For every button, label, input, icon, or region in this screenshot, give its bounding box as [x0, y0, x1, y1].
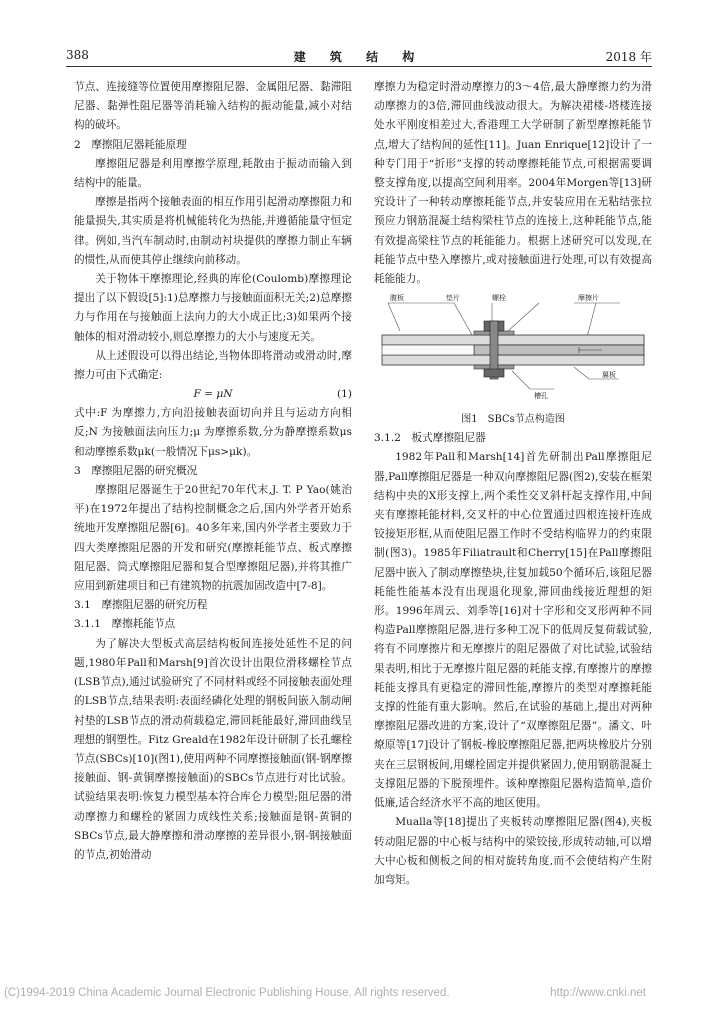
paragraph: 摩擦阻尼器是利用摩擦学原理,耗散由于振动而输入到结构中的能量。: [74, 157, 352, 190]
paragraph: 为了解决大型板式高层结构板间连接处延性不足的问题,1980年Pall和Marsh[9]首次设计出限位滑移螺栓节点(LSB节点),通过试验研究了不同材料或经不同接触表面处理的LSB节点,结果表明:表面经磷化处理的钢板间嵌入制动闸衬垫的LSB节点的滑动荷载稳定,滞回耗能最好,滞回曲线呈理想的钢塑性。Fitz Greald在1982年设计研制了长孔螺栓节点(SBCs)[10](图1),使用两种不同摩擦接触面(钢-钢摩擦接触面、钢-黄铜摩擦接触面)的SBCs节点进行对比试验。试验结果表明:恢复力模型基本符合库仑力模型;阻尼器的滑动摩擦力和螺栓的紧固力成线性关系;接触面是钢-黄铜的SBCs节点,最大静摩擦和滑动摩擦的差异很小,钢-钢接触面的节点,初始滑动: [74, 637, 352, 861]
subsubsection-heading: 3.1.2 板式摩擦阻尼器: [374, 432, 486, 445]
equation: [74, 385, 352, 404]
footer-url: http://www.cnki.net: [550, 987, 646, 999]
left-column: [74, 78, 352, 865]
paragraph: Mualla等[18]提出了夹板转动摩擦阻尼器(图4),夹板转动阻尼器的中心板与结构中的梁铰接,形成转动轴,可以增大中心板和侧板之间的相对旋转角度,而不会使结构产生附加弯矩。: [374, 816, 652, 886]
label-friction-pad: 摩擦片: [578, 294, 599, 303]
label-shim: 垫片: [446, 294, 460, 303]
section-heading: 2 摩擦阻尼器耗能原理: [74, 138, 187, 151]
figure-1: [374, 291, 652, 409]
paragraph: 摩擦是指两个接触表面的相互作用引起滑动摩擦阻力和能量损失,其实质是将机械能转化为热能,并遵循能量守恒定律。例如,当汽车制动时,由制动衬块提供的摩擦力制止车辆的惯性,从而使其停止继续向前移动。: [74, 196, 352, 266]
figure-caption: 图1 SBCs节点构造图: [461, 414, 565, 426]
paragraph: 关于物体干摩擦理论,经典的库伦(Coulomb)摩擦理论提出了以下假设[5]:1)总摩擦力与接触面面积无关;2)总摩擦力与作用在与接触面上法向力的大小成正比;3)如果两个接触体的相对滑动较小,则总摩擦力的大小与速度无关。: [74, 273, 352, 343]
paragraph: 节点、连接缝等位置使用摩擦阻尼器、金属阻尼器、黏滞阻尼器、黏弹性阻尼器等消耗输入结构的振动能量,减小对结构的破坏。: [74, 81, 352, 132]
subsubsection-heading: 3.1.1 摩擦耗能节点: [74, 618, 176, 631]
paragraph: 摩擦阻尼器诞生于20世纪70年代末,J. T. P Yao(姚治平)在1972年提出了结构控制概念之后,国内外学者开始系统地开发摩擦阻尼器[6]。40多年来,国内外学者主要致力于四大类摩擦阻尼器的开发和研究(摩擦耗能节点、板式摩擦阻尼器、筒式摩擦阻尼器和复合型摩擦阻尼器),并将其推广应用到新建项目和已有建筑物的抗震加固改造中[7-8]。: [74, 484, 352, 593]
label-web: 腹板: [390, 294, 404, 303]
copyright-notice: (C)1994-2019 China Academic Journal Electronic Publishing House. All rights reserved.: [4, 987, 450, 999]
equation-body: F = μN: [193, 388, 233, 401]
section-heading: 3 摩擦阻尼器的研究概况: [74, 464, 198, 477]
paragraph: 1982年Pall和Marsh[14]首先研制出Pall摩擦阻尼器,Pall摩擦阻尼器是一种双向摩擦阻尼器(图2),安装在框架结构中央的X形支撑上,两个柔性交叉斜杆起支撑作用,中间夹有摩擦耗能材料,交叉杆的中心位置通过四根连接杆连成铰接矩形框,从而使阻尼器工作时不受结构临界力的约束限制(图3)。1985年Filiatrault和Cherry[15]在Pall摩擦阻尼器中嵌入了制动摩擦垫块,往复加载50个循环后,该阻尼器耗能性能基本没有出现退化现象,滞回曲线接近理想的矩形。1996年周云、刘季等[16]对十字形和交叉形两种不同构造Pall摩擦阻尼器,进行多种工况下的低周反复荷载试验,将有不同摩擦片和无摩擦片的阻尼器做了对比试验,试验结果表明,相比于无摩擦片阻尼器的耗能支撑,有摩擦片的摩擦耗能支撑具有更稳定的滞回性能,摩擦片的类型对摩擦耗能支撑的性能有重大影响。然后,在试验的基础上,提出对两种摩擦阻尼器改进的方案,设计了“双摩擦阻尼器”。潘文、叶燎原等[17]设计了钢板-橡胶摩擦阻尼器,把两块橡胶片分别夹在三层钢板间,用螺栓固定并提供紧固力,使用钢筋混凝土支撑阻尼器的下脱预埋件。该种摩擦阻尼器构造简单,造价低廉,适合经济水平不高的地区使用。: [374, 451, 652, 810]
label-flange: 翼板: [602, 371, 616, 380]
page-header: [66, 48, 652, 67]
label-slot-hole: 槽孔: [534, 392, 548, 401]
equation-number: (1): [336, 388, 352, 401]
sbcs-joint-diagram: [374, 291, 652, 409]
right-column: [374, 78, 652, 890]
journal-title: 建 筑 结 构: [293, 50, 425, 64]
paragraph: 式中:F 为摩擦力,方向沿接触表面切向并且与运动方向相反;N 为接触面法向压力;μ 为摩擦系数,分为静摩擦系数μs 和动摩擦系数μk(一般情况下μs>μk)。: [74, 407, 352, 458]
journal-year: 2018 年: [605, 50, 652, 64]
subsection-heading: 3.1 摩擦阻尼器的研究历程: [74, 599, 208, 612]
paragraph: 从上述假设可以得出结论,当物体即将滑动或滑动时,摩擦力可由下式确定:: [74, 349, 352, 382]
label-bolt: 螺栓: [492, 294, 506, 303]
paragraph: 摩擦力为稳定时滑动摩擦力的3～4倍,最大静摩擦力约为滑动摩擦力的3倍,滞回曲线波动很大。为解决裙楼-塔楼连接处水平刚度相差过大,香港理工大学研制了新型摩擦耗能节点,增大了结构间的延性[11]。Juan Enrique[12]设计了一种专门用于“折形”支撑的转动摩擦耗能节点,可根据需要调整支撑角度,以提高空间利用率。2004年Morgen等[13]研究设计了一种转动摩擦耗能节点,并安装应用在无粘结张拉预应力钢筋混凝土结构梁柱节点的连接上,这种耗能节点,能有效提高梁柱节点的耗能能力。根据上述研究可以发现,在耗能节点中垫入摩擦片,或对接触面进行处理,可以有效提高耗能能力。: [374, 81, 652, 286]
page-number: 388: [66, 48, 89, 62]
